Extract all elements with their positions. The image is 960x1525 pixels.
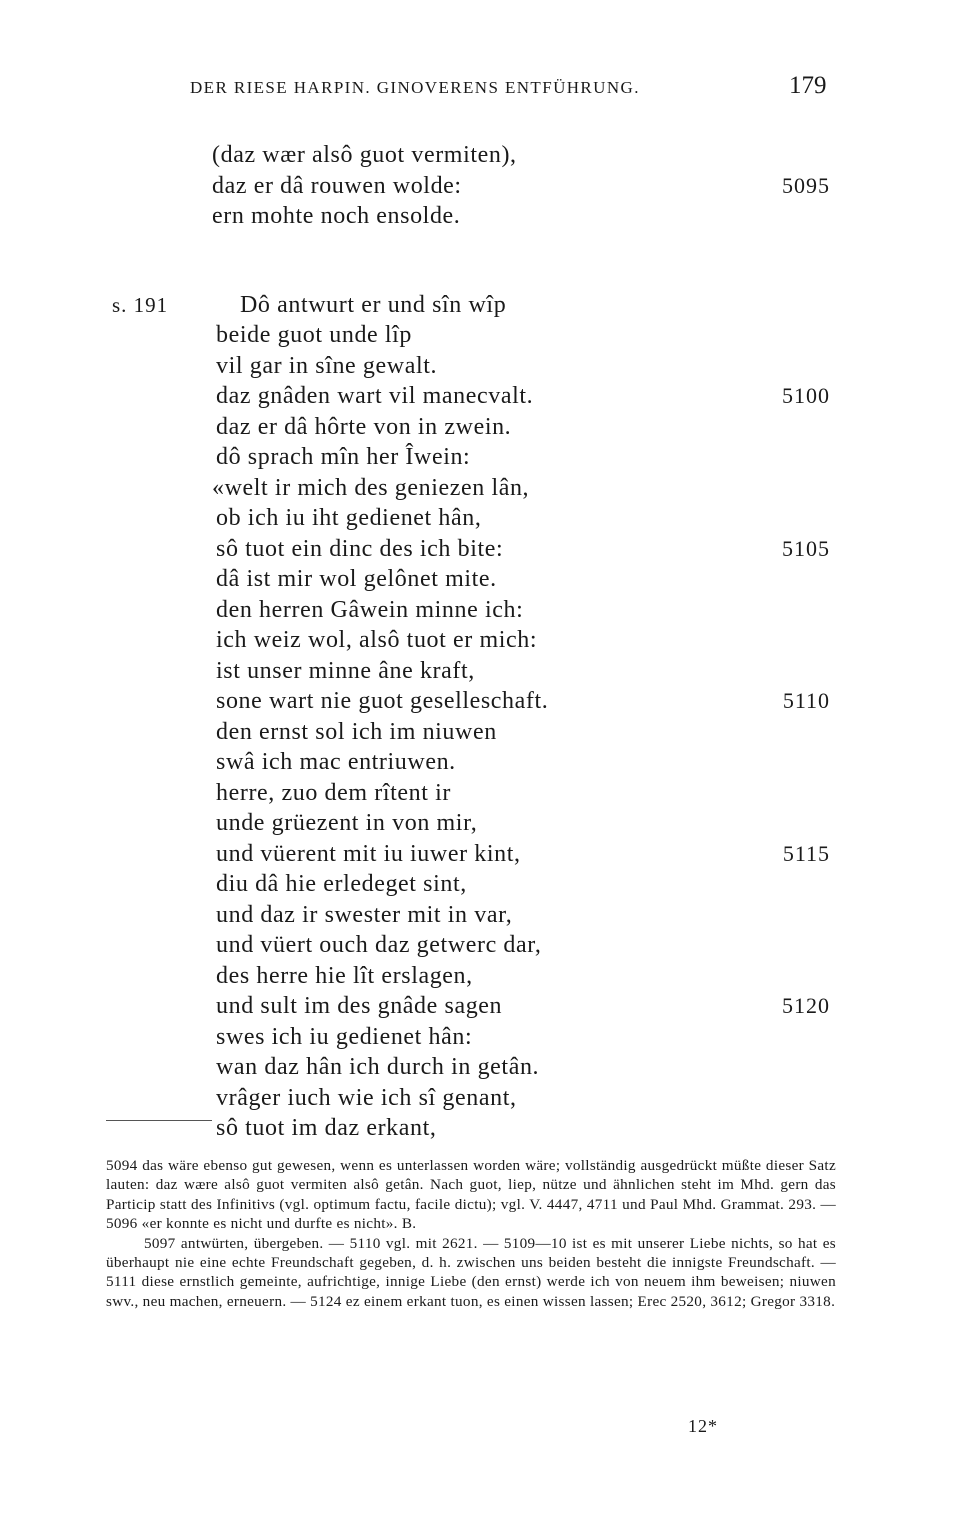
verse-block	[0, 140, 960, 1144]
verse-line	[0, 625, 960, 656]
verse-line	[0, 140, 960, 171]
verse-text: daz er dâ hôrte von in zwein.	[216, 413, 512, 440]
verse-text: vil gar in sîne gewalt.	[216, 352, 438, 379]
verse-line	[0, 717, 960, 748]
verse-text: beide guot unde lîp	[216, 322, 413, 348]
verse-text: und daz ir swester mit in var,	[216, 901, 513, 928]
verse-line	[0, 442, 960, 473]
verse-text: sô tuot ein dinc des ich bite:	[216, 535, 504, 562]
verse-text: swes ich iu gedienet hân:	[216, 1023, 473, 1050]
verse-line	[0, 1113, 960, 1144]
footnotes	[106, 1156, 836, 1311]
line-number: 5100	[782, 383, 830, 408]
line-number: 5110	[782, 688, 830, 713]
verse-text: dô sprach mîn her Îwein:	[216, 444, 471, 470]
verse-text: und sult im des gnâde sagen	[216, 993, 503, 1019]
verse-line	[0, 869, 960, 900]
header-title: DER RIESE HARPIN. GINOVERENS ENTFÜHRUNG.	[190, 78, 640, 97]
signature-mark: 12*	[688, 1416, 718, 1436]
footnote-paragraph: 5094 das wäre ebenso gut gewesen, wenn es unterlassen worden wäre; vollständig ausgedrückt müßte dieser Satz lauten: daz wære alsô guot vermiten alsô getân. Nach guot, liep, nütze und ähnlichen steht im Mhd. gern das Particip statt des Infinitivs (vgl. optimum factu, facile dictu); vgl. V. 4447, 4711 und Paul Mhd. Grammat. 293. — 5096 «er konnte es nicht und durfte es nicht». B.	[106, 1157, 836, 1233]
verse-text: des herre hie lît erslagen,	[216, 962, 473, 989]
verse-line	[0, 290, 960, 321]
stanza-gap	[0, 232, 960, 290]
footnote-divider	[106, 1120, 212, 1121]
verse-text: und vüert ouch daz getwerc dar,	[216, 932, 542, 958]
verse-line	[0, 201, 960, 232]
verse-line	[0, 595, 960, 626]
verse-line	[0, 1052, 960, 1083]
verse-line	[0, 808, 960, 839]
verse-line	[0, 900, 960, 931]
verse-text: wan daz hân ich durch in getân.	[216, 1054, 540, 1080]
verse-line	[0, 747, 960, 778]
verse-line	[0, 412, 960, 443]
line-number: 5095	[782, 172, 830, 198]
footnote-paragraph: 5097 antwürten, übergeben. — 5110 vgl. mit 2621. — 5109—10 ist es mit unserer Liebe nichts, so hat es überhaupt nie eine echte Freundschaft gegeben, d. h. zwischen uns beiden besteht die innigste Freundschaft. — 5111 diese ernstlich gemeinte, aufrichtige, innige Liebe (den ernst) werde ich von neuem ihm beweisen; niuwen swv., neu machen, erneuern. — 5124 ez einem erkant tuon, es einen wissen lassen; Erec 2520, 3612; Gregor 3318.	[106, 1234, 836, 1310]
page-number: 179	[789, 72, 827, 99]
verse-text: swâ ich mac entriuwen.	[216, 749, 456, 775]
verse-line	[0, 656, 960, 687]
verse-text: ern mohte noch ensolde.	[212, 203, 461, 229]
verse-text: (daz wær alsô guot vermiten),	[212, 142, 517, 168]
verse-line	[0, 1083, 960, 1114]
line-number: 5120	[782, 993, 830, 1018]
verse-text: den ernst sol ich im niuwen	[216, 718, 497, 745]
verse-text: und vüerent mit iu iuwer kint,	[216, 840, 521, 867]
verse-line	[0, 171, 960, 202]
verse-text: ob ich iu iht gedienet hân,	[216, 505, 482, 531]
verse-line	[0, 564, 960, 595]
verse-line	[0, 1022, 960, 1053]
verse-line	[0, 839, 960, 870]
verse-text: daz gnâden wart vil manecvalt.	[216, 383, 534, 409]
verse-line	[0, 381, 960, 412]
verse-text: Dô antwurt er und sîn wîp	[240, 291, 507, 318]
verse-line	[0, 961, 960, 992]
verse-text: «welt ir mich des geniezen lân,	[212, 474, 530, 501]
verse-text: ist unser minne âne kraft,	[216, 657, 475, 684]
verse-text: unde grüezent in von mir,	[216, 810, 478, 836]
verse-text: diu dâ hie erledeget sint,	[216, 871, 467, 897]
verse-line	[0, 534, 960, 565]
verse-line	[0, 473, 960, 504]
verse-line	[0, 930, 960, 961]
verse-text: ich weiz wol, alsô tuot er mich:	[216, 627, 538, 653]
verse-text: dâ ist mir wol gelônet mite.	[216, 566, 497, 592]
verse-line	[0, 991, 960, 1022]
verse-line	[0, 778, 960, 809]
line-number: 5115	[782, 840, 830, 866]
verse-text: den herren Gâwein minne ich:	[216, 596, 524, 623]
verse-text: herre, zuo dem rîtent ir	[216, 779, 451, 806]
verse-text: sô tuot im daz erkant,	[216, 1115, 437, 1141]
verse-line	[0, 686, 960, 717]
section-marker: s. 191	[112, 292, 169, 317]
verse-text: daz er dâ rouwen wolde:	[212, 172, 462, 199]
verse-line	[0, 503, 960, 534]
verse-text: vrâger iuch wie ich sî genant,	[216, 1084, 517, 1111]
line-number: 5105	[782, 535, 830, 561]
verse-line	[0, 351, 960, 382]
verse-line	[0, 320, 960, 351]
verse-text: sone wart nie guot geselleschaft.	[216, 688, 549, 714]
